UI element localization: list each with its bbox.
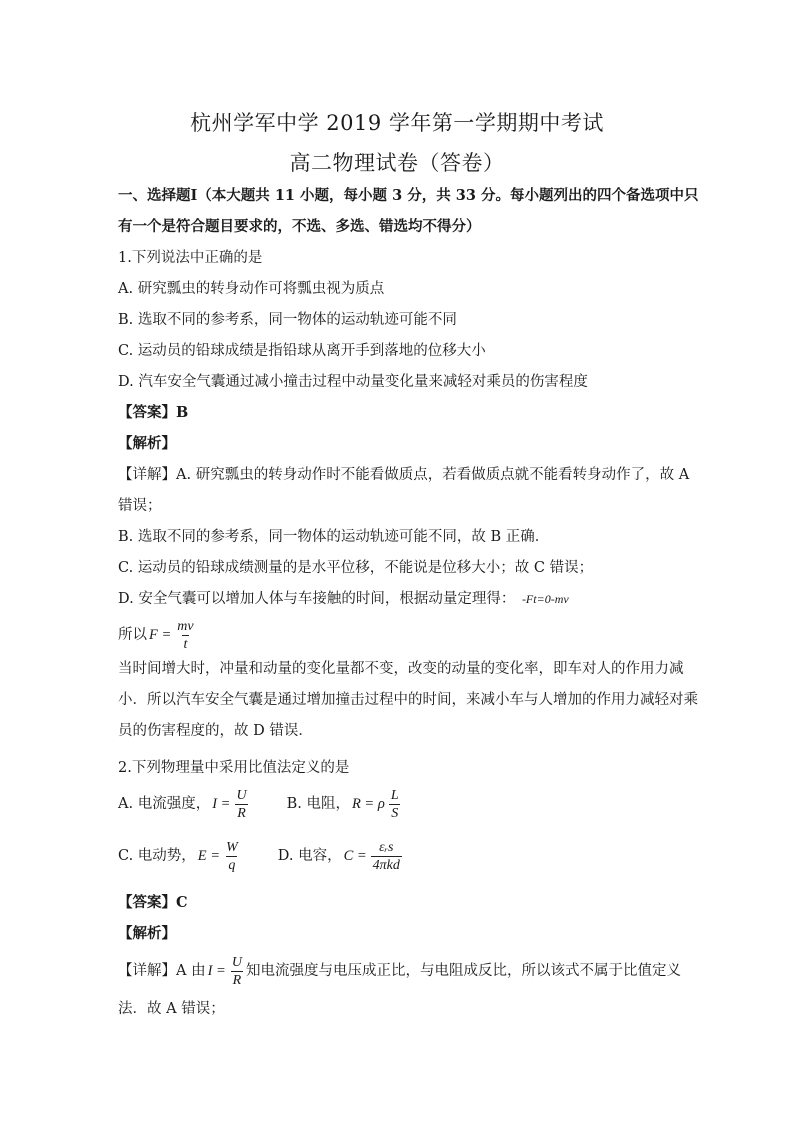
q2-detail-line2: 法．故 A 错误； bbox=[118, 1001, 225, 1017]
section-heading-line2: 有一个是符合题目要求的，不选、多选、错选均不得分） bbox=[118, 218, 481, 235]
exam-title: 杭州学军中学 2019 学年第一学期期中考试 bbox=[190, 111, 604, 135]
q2-detail-prefix: 【详解】A 由 bbox=[118, 963, 206, 979]
q2-option-c-fraction bbox=[224, 839, 240, 874]
q2-option-b-fraction bbox=[389, 787, 401, 822]
q2-option-a-denominator: R bbox=[237, 805, 246, 821]
q1-formula-denominator: t bbox=[183, 636, 188, 652]
q2-detail-suffix: 知电流强度与电压成正比，与电阻成反比，所以该式不属于比值定义 bbox=[245, 963, 681, 979]
q2-option-b-label: B. 电阻， bbox=[286, 796, 350, 812]
q1-formula-line bbox=[118, 617, 688, 653]
q2-option-d-numerator: εᵣs bbox=[379, 839, 394, 855]
q2-answer: 【答案】C bbox=[118, 894, 188, 911]
q1-detail-1b: 错误； bbox=[118, 498, 162, 514]
q1-option-b: B. 选取不同的参考系，同一物体的运动轨迹可能不同 bbox=[118, 312, 457, 328]
q1-option-d: D. 汽车安全气囊通过减小撞击过程中动量变化量来减轻对乘员的伤害程度 bbox=[118, 374, 588, 390]
q2-options-ab bbox=[118, 784, 688, 824]
q1-detail-1: 【详解】A. 研究瓢虫的转身动作时不能看做质点，若看做质点就不能看转身动作了，故 A bbox=[118, 467, 690, 483]
q1-stem: 1.下列说法中正确的是 bbox=[118, 250, 263, 266]
q2-option-d-denominator: 4πkd bbox=[372, 857, 400, 873]
q1-option-a: A. 研究瓢虫的转身动作可将瓢虫视为质点 bbox=[118, 281, 385, 297]
q2-options-cd bbox=[118, 836, 688, 876]
q1-para-1: 当时间增大时，冲量和动量的变化量都不变，改变的动量的变化率，即车对人的作用力减 bbox=[118, 661, 684, 677]
q2-option-a-fraction bbox=[234, 787, 248, 822]
q2-option-a-label: A. 电流强度， bbox=[118, 796, 211, 812]
q2-option-d-fraction bbox=[371, 839, 402, 874]
q1-detail-3: C. 运动员的铅球成绩测量的是水平位移，不能说是位移大小；故 C 错误； bbox=[118, 560, 594, 576]
momentum-theorem-equation: -Ft=0-mv bbox=[521, 592, 569, 606]
q2-analysis-label: 【解析】 bbox=[118, 925, 176, 942]
q2-option-c-numerator: W bbox=[226, 839, 238, 855]
q2-detail-lhs: I = bbox=[207, 963, 226, 979]
q1-detail-4-text: D. 安全气囊可以增加人体与车接触的时间，根据动量定理得： bbox=[118, 591, 516, 607]
q2-option-b-numerator: L bbox=[390, 787, 399, 803]
q2-option-d-label: D. 电容， bbox=[277, 848, 342, 864]
q2-option-a-numerator: U bbox=[236, 787, 247, 803]
q2-option-c-label: C. 电动势， bbox=[118, 848, 196, 864]
q2-option-d-lhs: C = bbox=[343, 848, 367, 864]
section-heading-line1: 一、选择题Ⅰ（本大题共 11 小题，每小题 3 分，共 33 分。每小题列出的四个备选项中只 bbox=[118, 187, 699, 204]
q1-formula-fraction bbox=[175, 618, 195, 653]
q1-para-2: 小．所以汽车安全气囊是通过增加撞击过程中的时间，来减小车与人增加的作用力减轻对乘 bbox=[118, 692, 698, 708]
q1-formula-lhs: F = bbox=[149, 627, 172, 643]
q1-para-3: 员的伤害程度的，故 D 错误． bbox=[118, 723, 313, 739]
q1-answer: 【答案】B bbox=[118, 404, 189, 421]
q1-detail-2: B. 选取不同的参考系，同一物体的运动轨迹可能不同，故 B 正确． bbox=[118, 529, 550, 545]
q1-option-c: C. 运动员的铅球成绩是指铅球从离开手到落地的位移大小 bbox=[118, 343, 486, 359]
q2-detail-numerator: U bbox=[231, 954, 242, 970]
q2-option-c-lhs: E = bbox=[197, 848, 221, 864]
q2-stem: 2.下列物理量中采用比值法定义的是 bbox=[118, 760, 350, 776]
q2-option-c-denominator: q bbox=[228, 857, 236, 873]
q2-option-a-lhs: I = bbox=[212, 796, 231, 812]
q1-formula-numerator: mv bbox=[177, 618, 194, 634]
q1-detail-4 bbox=[118, 589, 688, 609]
q1-analysis-label: 【解析】 bbox=[118, 435, 176, 452]
q2-detail-denominator: R bbox=[232, 972, 242, 988]
q2-option-b-denominator: S bbox=[391, 805, 399, 821]
q2-detail-fraction bbox=[230, 954, 244, 989]
q2-option-b-lhs: R = ρ bbox=[351, 796, 385, 812]
q2-detail-line bbox=[118, 951, 688, 991]
q1-so-prefix: 所以 bbox=[118, 627, 147, 643]
exam-subtitle: 高二物理试卷（答卷） bbox=[289, 151, 505, 175]
